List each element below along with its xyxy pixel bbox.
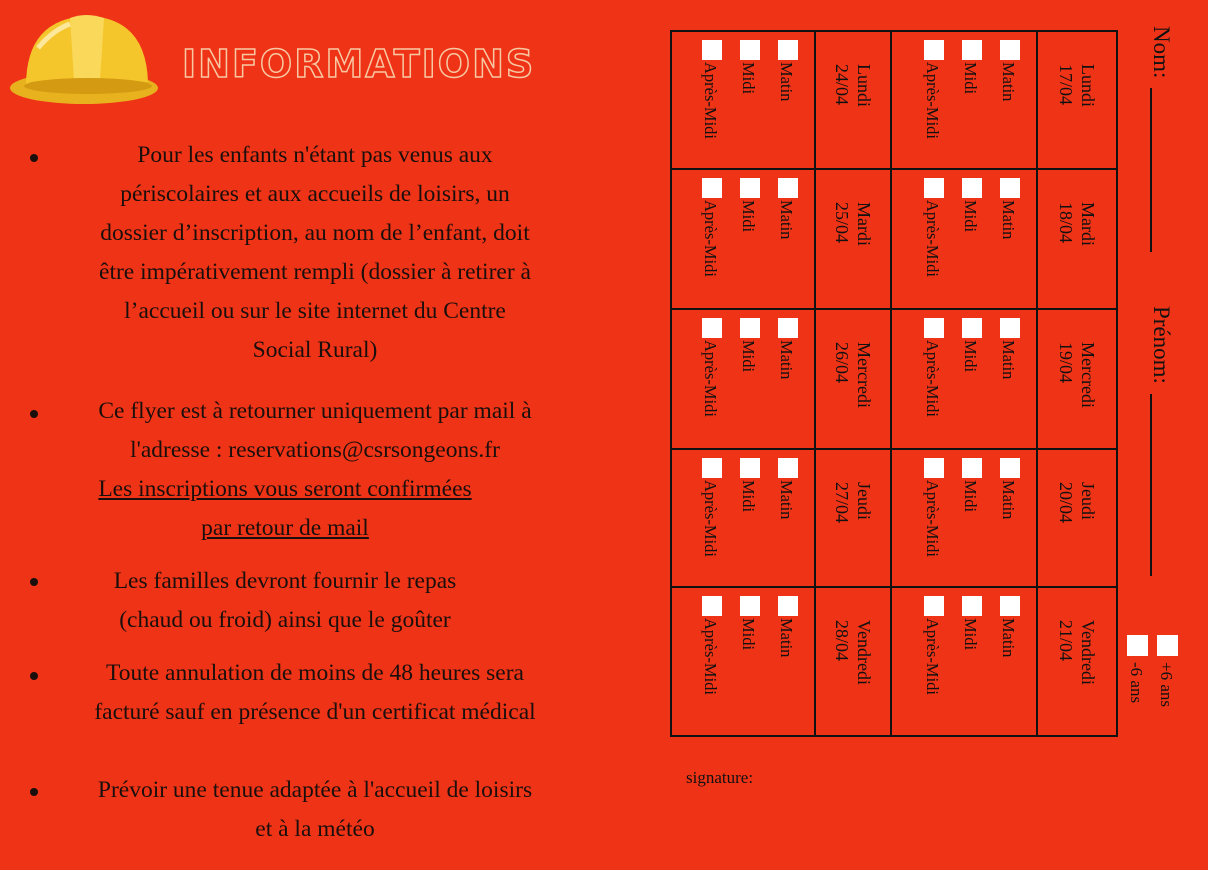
slot-label: Après-Midi [923, 618, 942, 695]
slot-checkbox-apres-midi[interactable] [702, 178, 722, 198]
signature-label: signature: [686, 768, 754, 787]
slot-checkbox-matin[interactable] [778, 318, 798, 338]
slot-cell [670, 448, 816, 588]
slot-label: Après-Midi [701, 62, 720, 139]
day-name: Jeudi [1078, 482, 1098, 520]
slot-checkbox-apres-midi[interactable] [924, 178, 944, 198]
slot-label: Matin [999, 618, 1018, 658]
slot-checkbox-apres-midi[interactable] [924, 596, 944, 616]
slot-checkbox-matin[interactable] [1000, 40, 1020, 60]
nom-field[interactable] [1150, 88, 1152, 252]
slot-cell [890, 448, 1038, 588]
day-name: Mercredi [1078, 342, 1098, 408]
day-label [831, 64, 875, 107]
age-over-6-checkbox[interactable] [1157, 635, 1178, 656]
slot-label: Matin [777, 340, 796, 380]
info-item-registration: Pour les enfants n'étant pas venus aux périscolaires et aux accueils de loisirs, un dossier d’inscription, au nom de l’enfant, doit être impérativement rempli (dossier à retirer à l’accueil ou sur le site internet du Centre Social Rural) [99, 142, 531, 363]
slot-label: Matin [777, 480, 796, 520]
slot-label: Après-Midi [923, 340, 942, 417]
day-cell [814, 448, 892, 588]
day-name: Mercredi [854, 342, 874, 408]
slot-checkbox-midi[interactable] [740, 40, 760, 60]
info-item-return-by-mail: Ce flyer est à retourner uniquement par mail à l'adresse : reservations@csrsongeons.fr [98, 398, 532, 463]
slot-checkbox-matin[interactable] [778, 596, 798, 616]
prenom-field[interactable] [1150, 394, 1152, 576]
day-cell [814, 168, 892, 310]
slot-cell [890, 30, 1038, 170]
slot-label: Après-Midi [701, 480, 720, 557]
slot-checkbox-matin[interactable] [778, 458, 798, 478]
day-date: 24/04 [832, 64, 852, 106]
slot-label: Matin [999, 340, 1018, 380]
slot-checkbox-midi[interactable] [740, 458, 760, 478]
slot-label: Midi [961, 480, 980, 513]
day-label [1055, 342, 1099, 408]
slot-checkbox-apres-midi[interactable] [702, 40, 722, 60]
slot-label: Matin [777, 200, 796, 240]
info-item-cancellation: Toute annulation de moins de 48 heures sera facturé sauf en présence d'un certificat médical [94, 660, 536, 725]
age-under-6-label: -6 ans [1127, 662, 1146, 704]
day-name: Lundi [854, 64, 874, 107]
day-name: Mardi [854, 202, 874, 246]
prenom-label: Prénom: [1149, 306, 1174, 384]
day-date: 25/04 [832, 202, 852, 244]
slot-label: Après-Midi [923, 480, 942, 557]
day-cell [1036, 586, 1118, 737]
slot-checkbox-matin[interactable] [1000, 596, 1020, 616]
slot-label: Matin [777, 62, 796, 102]
day-name: Vendredi [1078, 620, 1098, 685]
slot-checkbox-midi[interactable] [962, 178, 982, 198]
day-date: 21/04 [1056, 620, 1076, 662]
day-label [831, 482, 875, 523]
slot-checkbox-apres-midi[interactable] [702, 596, 722, 616]
slot-cell [670, 308, 816, 450]
slot-cell [890, 586, 1038, 737]
helmet-icon [8, 8, 160, 106]
day-cell [1036, 30, 1118, 170]
slot-checkbox-matin[interactable] [778, 178, 798, 198]
reservation-grid [670, 30, 1118, 735]
slot-checkbox-midi[interactable] [740, 318, 760, 338]
slot-checkbox-apres-midi[interactable] [924, 40, 944, 60]
slot-label: Après-Midi [701, 200, 720, 277]
slot-label: Après-Midi [701, 618, 720, 695]
slot-checkbox-midi[interactable] [740, 178, 760, 198]
page-title: INFORMATIONS [182, 42, 536, 86]
slot-label: Midi [739, 618, 758, 651]
slot-label: Matin [999, 480, 1018, 520]
slot-cell [890, 308, 1038, 450]
slot-label: Matin [999, 200, 1018, 240]
slot-label: Matin [777, 618, 796, 658]
day-date: 26/04 [832, 342, 852, 384]
nom-label: Nom: [1149, 26, 1174, 79]
slot-checkbox-apres-midi[interactable] [924, 458, 944, 478]
age-under-6-checkbox[interactable] [1127, 635, 1148, 656]
slot-checkbox-midi[interactable] [962, 596, 982, 616]
slot-label: Après-Midi [923, 62, 942, 139]
day-label [1055, 202, 1099, 246]
day-cell [1036, 308, 1118, 450]
slot-checkbox-matin[interactable] [1000, 458, 1020, 478]
slot-label: Midi [739, 480, 758, 513]
day-cell [1036, 448, 1118, 588]
day-date: 17/04 [1056, 64, 1076, 106]
slot-checkbox-midi[interactable] [962, 40, 982, 60]
slot-label: Midi [739, 62, 758, 95]
day-label [1055, 64, 1099, 107]
slot-label: Midi [739, 340, 758, 373]
slot-cell [890, 168, 1038, 310]
day-label [831, 620, 875, 685]
day-label [831, 202, 875, 246]
slot-label: Après-Midi [923, 200, 942, 277]
slot-label: Midi [961, 340, 980, 373]
slot-checkbox-matin[interactable] [778, 40, 798, 60]
day-name: Jeudi [854, 482, 874, 520]
slot-cell [670, 168, 816, 310]
day-date: 18/04 [1056, 202, 1076, 244]
slot-checkbox-matin[interactable] [1000, 178, 1020, 198]
day-label [1055, 620, 1099, 685]
day-cell [814, 30, 892, 170]
info-item-clothing: Prévoir une tenue adaptée à l'accueil de loisirs et à la météo [97, 777, 533, 842]
slot-checkbox-apres-midi[interactable] [924, 318, 944, 338]
slot-label: Midi [961, 200, 980, 233]
slot-label: Matin [999, 62, 1018, 102]
day-label [831, 342, 875, 408]
day-date: 27/04 [832, 482, 852, 524]
day-name: Lundi [1078, 64, 1098, 107]
day-cell [814, 586, 892, 737]
slot-label: Midi [961, 62, 980, 95]
day-label [1055, 482, 1099, 523]
day-date: 20/04 [1056, 482, 1076, 524]
slot-cell [670, 586, 816, 737]
slot-checkbox-apres-midi[interactable] [702, 458, 722, 478]
slot-label: Midi [739, 200, 758, 233]
slot-checkbox-midi[interactable] [962, 318, 982, 338]
info-item-confirmation: Les inscriptions vous seront confirmées par retour de mail [98, 476, 472, 541]
day-date: 28/04 [832, 620, 852, 662]
slot-label: Midi [961, 618, 980, 651]
slot-checkbox-matin[interactable] [1000, 318, 1020, 338]
slot-checkbox-apres-midi[interactable] [702, 318, 722, 338]
day-date: 19/04 [1056, 342, 1076, 384]
info-item-meals: Les familles devront fournir le repas (chaud ou froid) ainsi que le goûter [113, 568, 457, 633]
slot-cell [670, 30, 816, 170]
day-cell [814, 308, 892, 450]
slot-checkbox-midi[interactable] [740, 596, 760, 616]
day-cell [1036, 168, 1118, 310]
age-over-6-label: +6 ans [1157, 662, 1176, 707]
day-name: Vendredi [854, 620, 874, 685]
day-name: Mardi [1078, 202, 1098, 246]
slot-checkbox-midi[interactable] [962, 458, 982, 478]
slot-label: Après-Midi [701, 340, 720, 417]
